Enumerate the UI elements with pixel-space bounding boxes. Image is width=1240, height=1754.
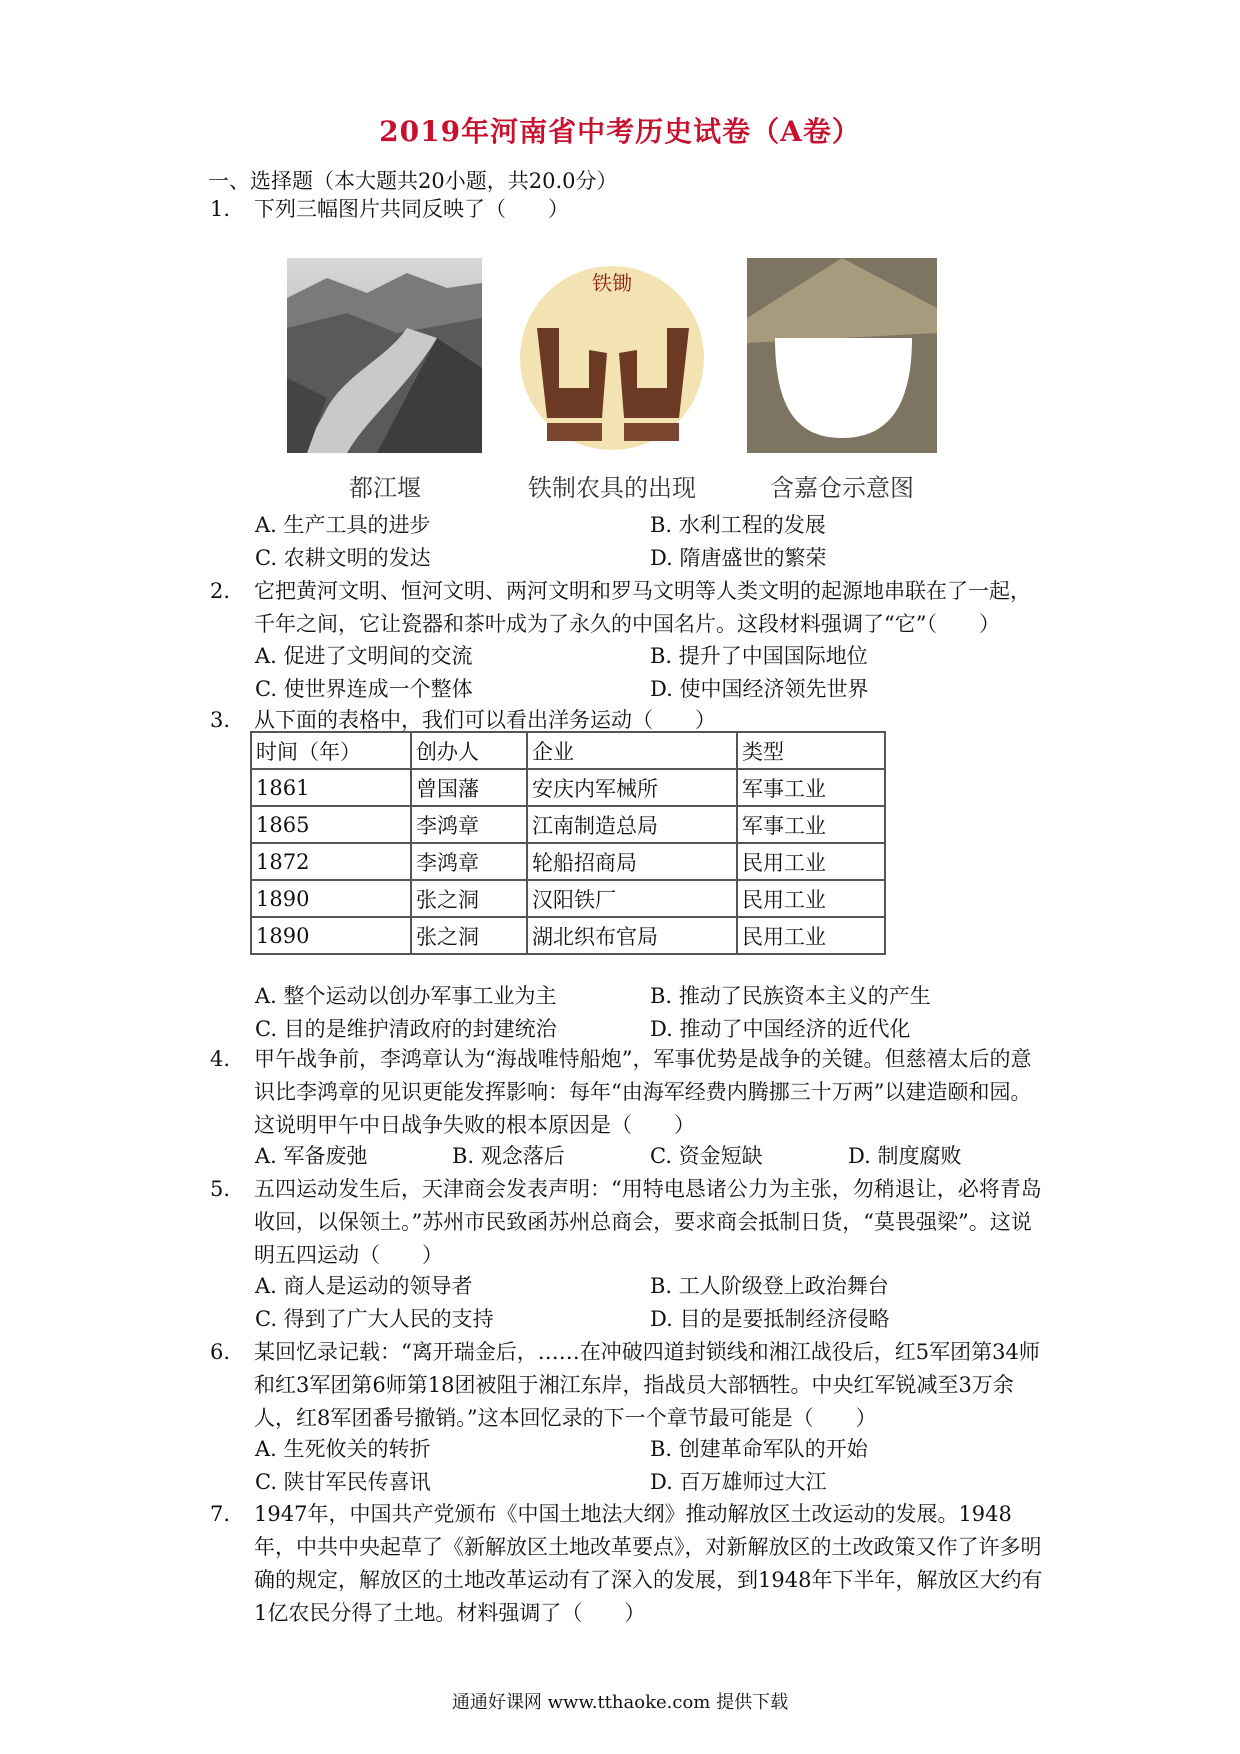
option-d[interactable]: D. 制度腐败 bbox=[848, 1144, 962, 1168]
table-header: 时间（年） bbox=[251, 732, 411, 769]
table-cell: 民用工业 bbox=[737, 880, 885, 917]
table-cell: 民用工业 bbox=[737, 917, 885, 954]
question-number: 2. bbox=[210, 579, 231, 603]
option-c[interactable]: C. 农耕文明的发达 bbox=[255, 546, 431, 570]
option-b[interactable]: B. 观念落后 bbox=[452, 1144, 565, 1168]
table-cell: 张之洞 bbox=[411, 880, 527, 917]
table-cell: 1861 bbox=[251, 769, 411, 806]
question-text: 五四运动发生后，天津商会发表声明：“用特电恳诸公力为主张，勿稍退让，必将青岛收回，以保领土。”苏州市民致函苏州总商会，要求商会抵制日货，“莫畏强梁”。这说明五四运动（ ） bbox=[254, 1177, 1042, 1267]
question-text: 某回忆录记载：“离开瑞金后，……在冲破四道封锁线和湘江战役后，红5军团第34师和红3军团第6师第18团被阻于湘江东岸，指战员大部牺牲。中央红军锐减至3万余人，红8军团番号撤销。”这本回忆录的下一个章节最可能是（ ） bbox=[254, 1340, 1040, 1430]
question-number: 3. bbox=[210, 708, 231, 732]
option-b[interactable]: B. 水利工程的发展 bbox=[650, 513, 826, 537]
table-header-row bbox=[251, 732, 885, 769]
option-d[interactable]: D. 百万雄师过大江 bbox=[650, 1470, 827, 1494]
question-text: 它把黄河文明、恒河文明、两河文明和罗马文明等人类文明的起源地串联在了一起，千年之间，它让瓷器和茶叶成为了永久的中国名片。这段材料强调了“它”（ ） bbox=[254, 579, 1031, 636]
option-b[interactable]: B. 创建革命军队的开始 bbox=[650, 1437, 868, 1461]
option-d[interactable]: D. 隋唐盛世的繁荣 bbox=[650, 546, 827, 570]
table-cell: 张之洞 bbox=[411, 917, 527, 954]
table-cell: 1890 bbox=[251, 917, 411, 954]
table-cell: 民用工业 bbox=[737, 843, 885, 880]
option-c[interactable]: C. 目的是维护清政府的封建统治 bbox=[255, 1017, 557, 1041]
question-number: 7. bbox=[210, 1502, 231, 1526]
table-cell: 湖北织布官局 bbox=[527, 917, 737, 954]
tool-label: 铁锄 bbox=[592, 271, 632, 295]
option-c[interactable]: C. 陕甘军民传喜讯 bbox=[255, 1470, 431, 1494]
table-row bbox=[251, 843, 885, 880]
table-cell: 轮船招商局 bbox=[527, 843, 737, 880]
option-d[interactable]: D. 推动了中国经济的近代化 bbox=[650, 1017, 911, 1041]
question-text: 从下面的表格中，我们可以看出洋务运动（ ） bbox=[254, 708, 716, 732]
table-cell: 1872 bbox=[251, 843, 411, 880]
hanjia-granary-diagram bbox=[747, 258, 937, 453]
figure-row bbox=[285, 258, 935, 508]
question-text: 甲午战争前，李鸿章认为“海战唯恃船炮”，军事优势是战争的关键。但慈禧太后的意识比李鸿章的见识更能发挥影响：每年“由海军经费内腾挪三十万两”以建造颐和园。这说明甲午中日战争失败的根本原因是（ ） bbox=[254, 1047, 1032, 1137]
table-cell: 安庆内军械所 bbox=[527, 769, 737, 806]
table-cell: 1890 bbox=[251, 880, 411, 917]
question-number: 5. bbox=[210, 1177, 231, 1201]
table-cell: 李鸿章 bbox=[411, 806, 527, 843]
option-c[interactable]: C. 使世界连成一个整体 bbox=[255, 677, 473, 701]
table-row bbox=[251, 880, 885, 917]
option-a[interactable]: A. 促进了文明间的交流 bbox=[255, 644, 473, 668]
yangwu-table bbox=[250, 731, 886, 955]
option-b[interactable]: B. 工人阶级登上政治舞台 bbox=[650, 1274, 889, 1298]
question-number: 4. bbox=[210, 1047, 231, 1071]
option-a[interactable]: A. 生产工具的进步 bbox=[255, 513, 431, 537]
option-a[interactable]: A. 生死攸关的转折 bbox=[255, 1437, 431, 1461]
option-a[interactable]: A. 整个运动以创办军事工业为主 bbox=[255, 984, 557, 1008]
question-text: 下列三幅图片共同反映了（ ） bbox=[254, 197, 569, 221]
table-cell: 军事工业 bbox=[737, 806, 885, 843]
table-cell: 曾国藩 bbox=[411, 769, 527, 806]
option-d[interactable]: D. 目的是要抵制经济侵略 bbox=[650, 1307, 890, 1331]
table-header: 企业 bbox=[527, 732, 737, 769]
table-row bbox=[251, 917, 885, 954]
table-cell: 汉阳铁厂 bbox=[527, 880, 737, 917]
iron-tools-image bbox=[507, 258, 717, 453]
option-b[interactable]: B. 提升了中国国际地位 bbox=[650, 644, 868, 668]
option-c[interactable]: C. 得到了广大人民的支持 bbox=[255, 1307, 494, 1331]
section-heading: 一、选择题（本大题共20小题，共20.0分） bbox=[208, 169, 618, 193]
option-a[interactable]: A. 军备废弛 bbox=[255, 1144, 368, 1168]
option-c[interactable]: C. 资金短缺 bbox=[650, 1144, 763, 1168]
table-cell: 军事工业 bbox=[737, 769, 885, 806]
page-footer: 通通好课网 www.tthaoke.com 提供下载 bbox=[451, 1692, 789, 1713]
question-number: 1. bbox=[210, 197, 231, 221]
table-row bbox=[251, 769, 885, 806]
option-b[interactable]: B. 推动了民族资本主义的产生 bbox=[650, 984, 931, 1008]
question-number: 6. bbox=[210, 1340, 231, 1364]
figure-caption: 都江堰 bbox=[349, 474, 421, 502]
table-header: 类型 bbox=[737, 732, 885, 769]
table-cell: 1865 bbox=[251, 806, 411, 843]
page-title: 2019年河南省中考历史试卷（A卷） bbox=[379, 115, 861, 148]
table-header: 创办人 bbox=[411, 732, 527, 769]
option-d[interactable]: D. 使中国经济领先世界 bbox=[650, 677, 869, 701]
question-text: 1947年，中国共产党颁布《中国土地法大纲》推动解放区土改运动的发展。1948年，中共中央起草了《新解放区土地改革要点》，对新解放区的土改政策又作了许多明确的规定，解放区的土地改革运动有了深入的发展，到1948年下半年，解放区大约有1亿农民分得了土地。材料强调了（ ） bbox=[254, 1502, 1043, 1625]
table-cell: 李鸿章 bbox=[411, 843, 527, 880]
figure-caption: 含嘉仓示意图 bbox=[770, 474, 914, 502]
table-row bbox=[251, 806, 885, 843]
table-cell: 江南制造总局 bbox=[527, 806, 737, 843]
option-a[interactable]: A. 商人是运动的领导者 bbox=[255, 1274, 473, 1298]
figure-caption: 铁制农具的出现 bbox=[528, 474, 696, 502]
dujiangyan-photo bbox=[287, 258, 482, 453]
